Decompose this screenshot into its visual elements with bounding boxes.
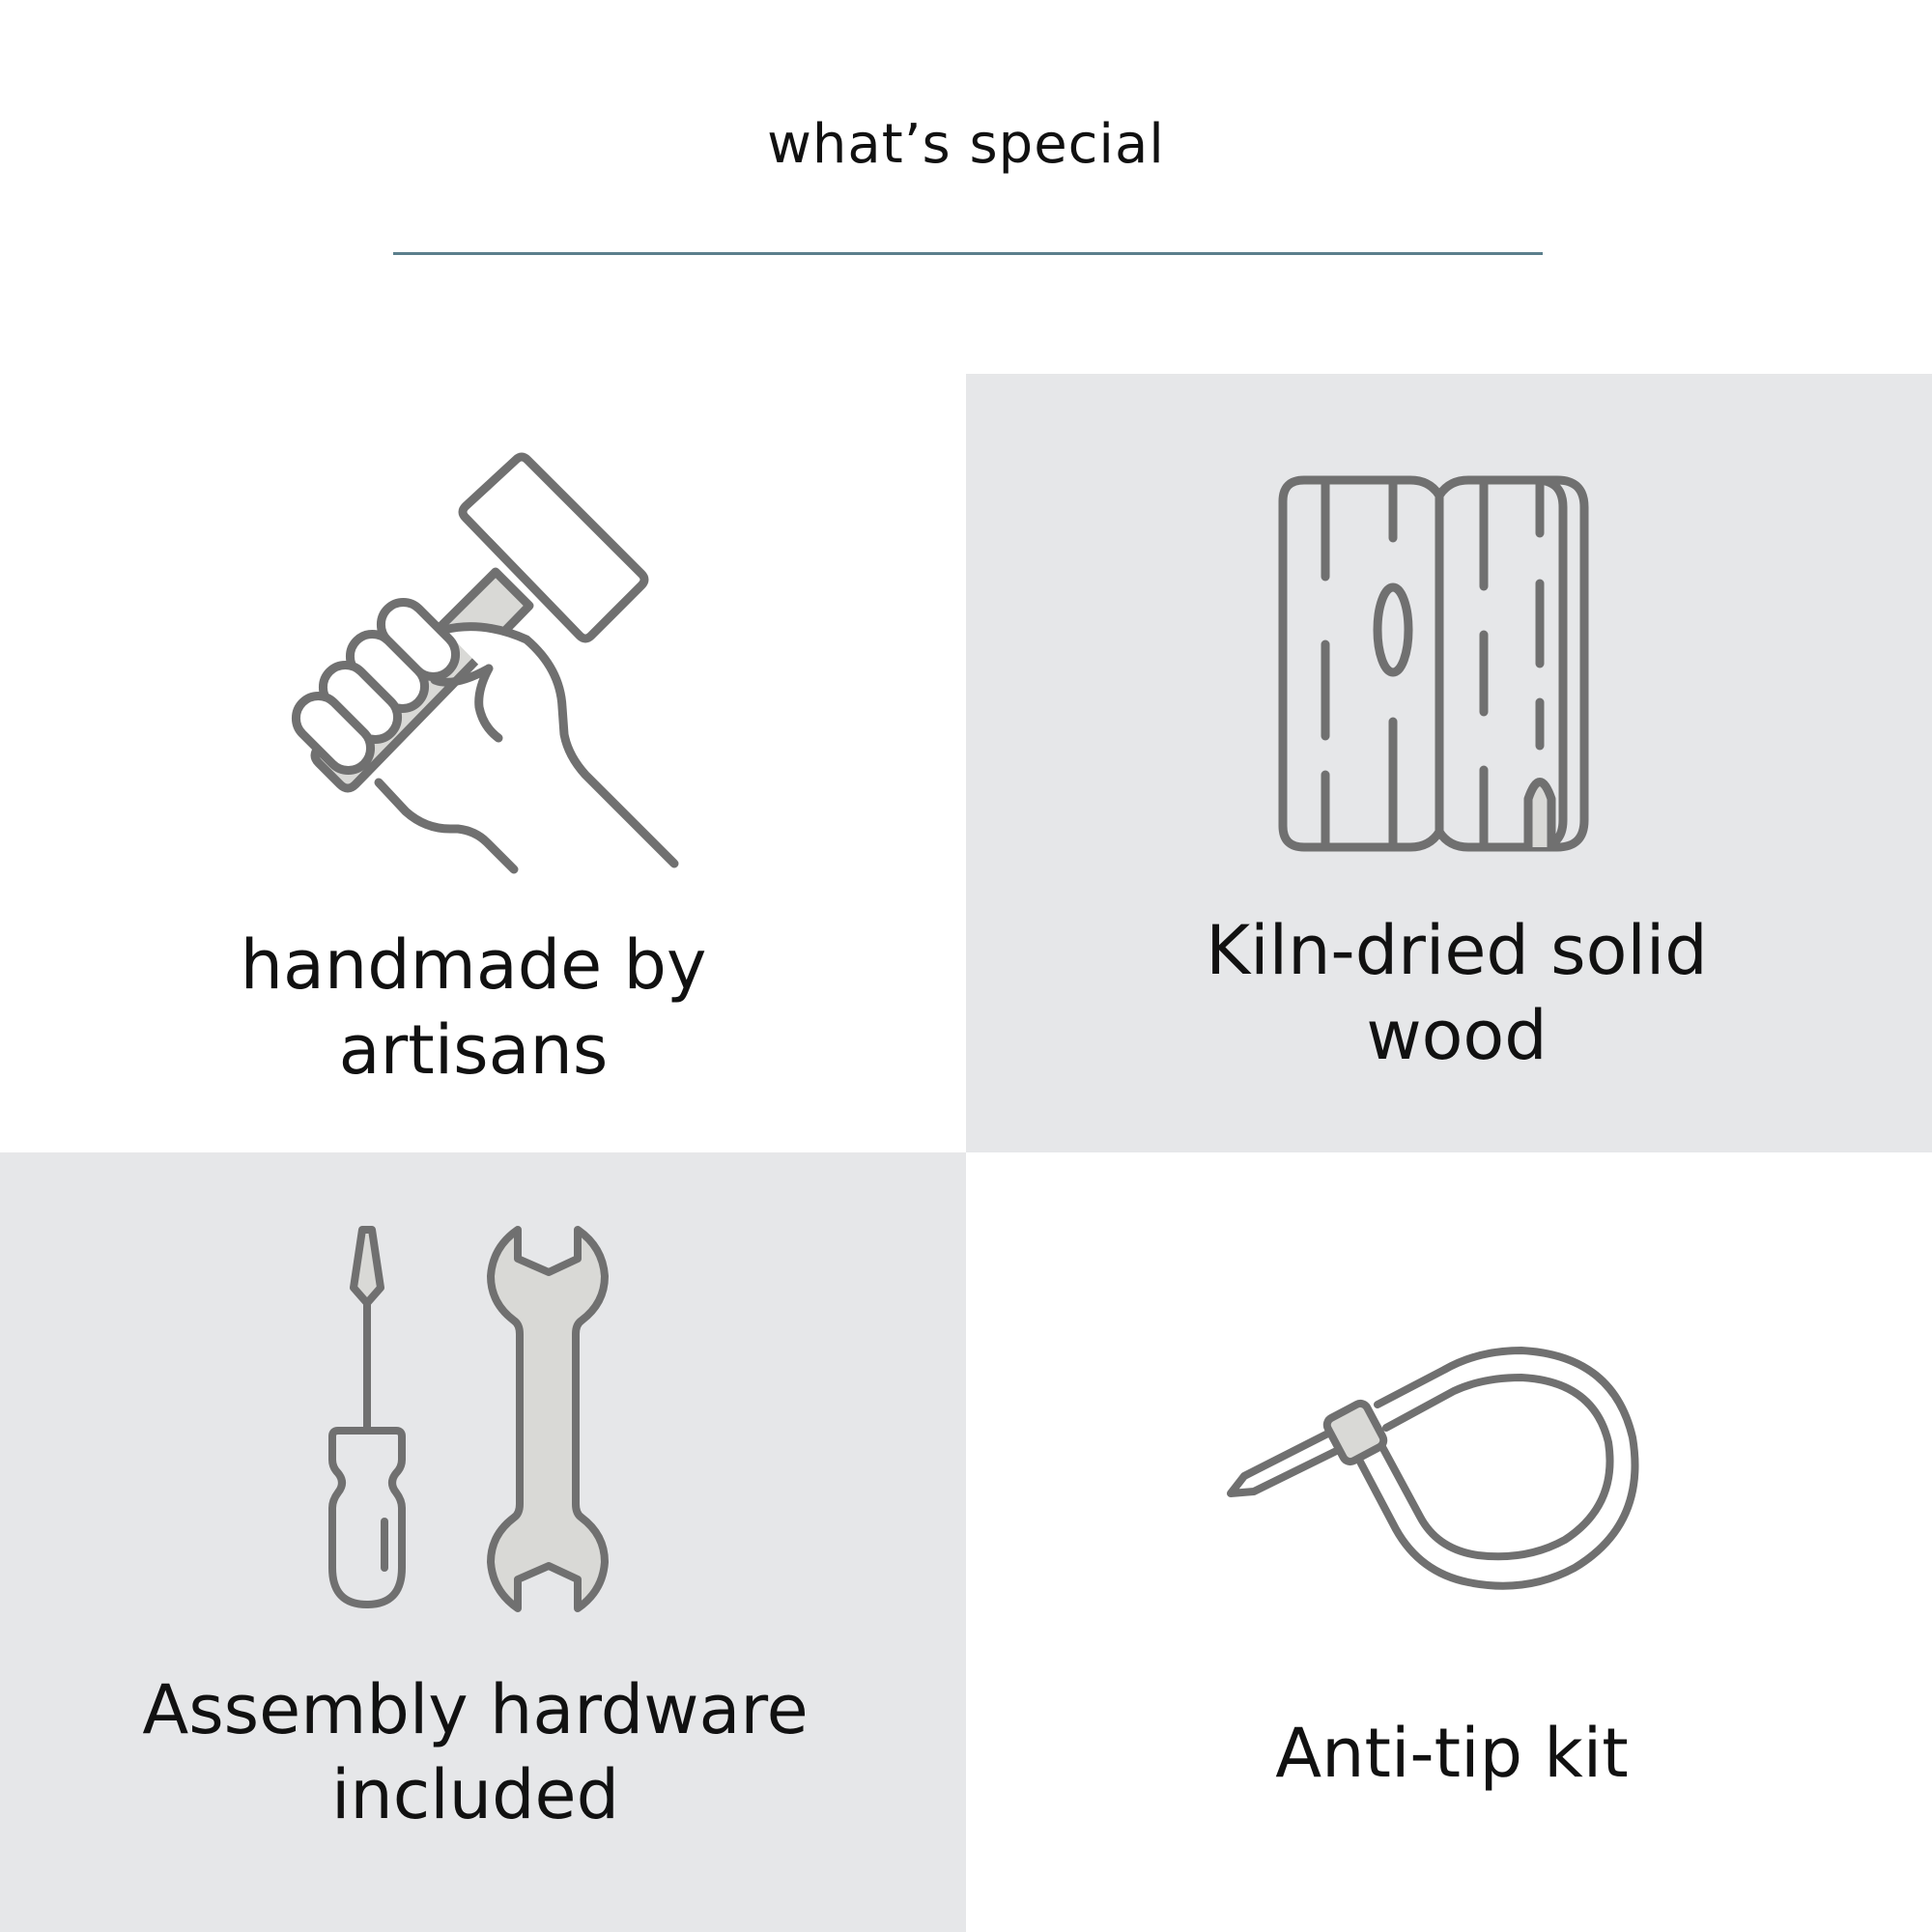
feature-tile-assembly-hardware xyxy=(0,1152,966,1932)
page-title: what’s special xyxy=(767,113,1165,176)
wood-planks-icon xyxy=(1275,461,1642,867)
screwdriver-and-wrench-icon xyxy=(319,1220,647,1616)
feature-label-line: artisans xyxy=(338,1010,609,1090)
feature-label-line: included xyxy=(330,1755,620,1834)
feature-tile-kiln-dried-wood xyxy=(966,374,1932,1152)
title-divider xyxy=(393,252,1543,255)
feature-label-line: Assembly hardware xyxy=(142,1670,809,1749)
feature-label-line: wood xyxy=(1366,996,1548,1075)
feature-tile-handmade xyxy=(0,374,966,1152)
feature-label-assembly-hardware xyxy=(0,1667,951,1837)
feature-tile-anti-tip-kit xyxy=(966,1152,1932,1932)
cable-tie-icon xyxy=(1217,1312,1681,1621)
feature-label-line: handmade by xyxy=(240,925,707,1005)
feature-label-line: Anti-tip kit xyxy=(1275,1714,1629,1793)
hammer-in-hand-icon xyxy=(290,451,715,876)
feature-label-anti-tip-kit xyxy=(966,1711,1932,1796)
feature-label-line: Kiln-dried solid xyxy=(1206,911,1708,990)
feature-label-kiln-dried-wood xyxy=(966,908,1932,1078)
feature-label-handmade xyxy=(0,923,947,1093)
